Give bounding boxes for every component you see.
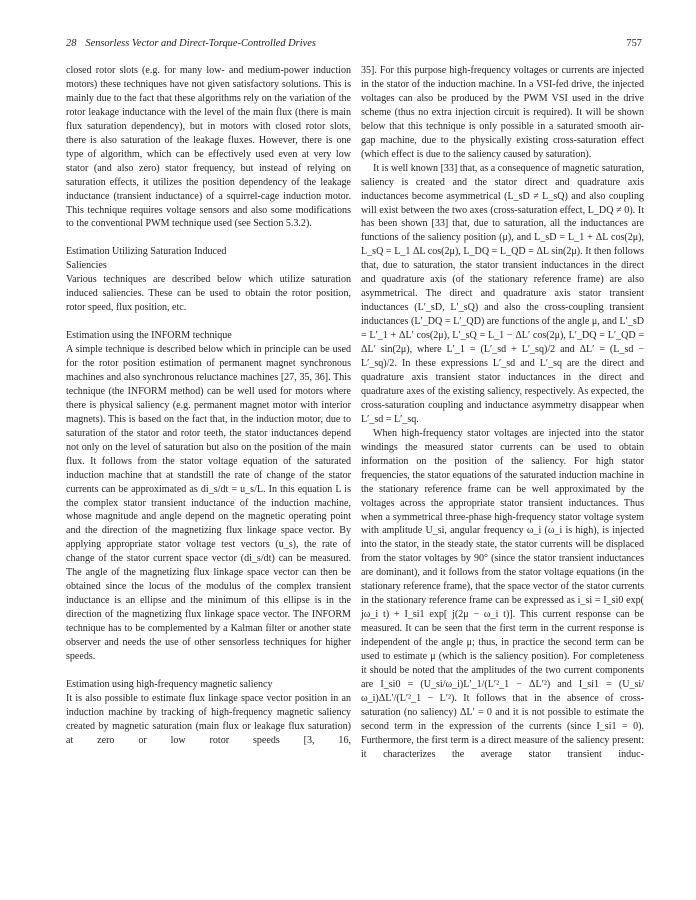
subsection-heading: Estimation using the INFORM technique xyxy=(66,330,232,342)
paragraph: Various techniques are described below which utilize saturation induced saliencies. These can be used to obtain the rotor position, rotor speed, flux position, etc. xyxy=(66,274,351,314)
paragraph: 35]. For this purpose high-frequency voltages or currents are injected in the stator of the induction machine. In a VSI-fed drive, the injected voltages can also be produced by the PWM VSI used in the drive scheme (thus no extra injection circuit is required). It will be shown below that this technique is only possible in a saturated smooth air-gap machine, due to the physically existing cross-saturation effect (which effect is due to the saliency caused by saturation). xyxy=(361,65,644,160)
left-column xyxy=(66,64,351,748)
paragraph: closed rotor slots (e.g. for many low- and medium-power induction motors) these techniques have not given satisfactory solutions. This is mainly due to the fact that these algorithms rely on the variation of the rotor leakage inductance with the level of the main flux (there is main flux saturation dependency), but in motors with closed rotor slots, there is also saturation of the leakage fluxes. However, there is one type of algorithm, which can be effectively used even at very low stator (and also zero) stator frequency, but instead of relying on saturation effects, it utilizes the position dependency of the leakage inductance (transient inductance) of a squirrel-cage induction motor. This technique requires voltage sensors and also some modifications to the conventional PWM technique used (see Section 5.3.2). xyxy=(66,65,351,230)
header-chapter xyxy=(66,38,316,49)
right-column xyxy=(361,64,644,762)
section-heading-cont: Saliencies xyxy=(66,260,107,272)
section-heading: Estimation Utilizing Saturation Induced xyxy=(66,246,227,258)
paragraph: A simple technique is described below which in principle can be used for the rotor position estimation of permanent magnet synchronous machines and also synchronous reluctance machines [27, 35, 36]. This technique (the INFORM method) can be well used for motors where there is physical saliency (e.g. permanent magnet motor with interior magnets). This is based on the fact that, in the induction motor, due to saturation of the stator and rotor teeth, the stator inductances depend not only on the level of saturation but also on the position of the main flux. It follows from the stator voltage equation of the saturated induction machine that at standstill the rate of change of the stator currents can be approximated as di_s/dt = u_s/L. In this equation L is the complex stator transient inductance of the induction machine, whose magnitude and angle depend on the magnetic operating point and the direction of the magnetizing flux linkage space vector. By applying appropriate stator voltage test vectors (u_s), the rate of change of the stator current space vector (di_s/dt) can be measured. The angle of the magnetizing flux linkage space vector can then be obtained since the locus of the modulus of the complex transient inductance is an ellipse and the minimum of this ellipse is in the direction of the magnetizing flux linkage space vector. The INFORM technique has to be complemented by a Kalman filter or another state observer and needs the use of other sensorless techniques for higher speeds. xyxy=(66,344,351,662)
paragraph: It is also possible to estimate flux linkage space vector position in an induction machine by tracking of high-frequency magnetic saliency created by magnetic saturation (main flux or leakage flux saturation) at zero or low rotor speeds [3, 16, xyxy=(66,692,351,746)
chapter-title: Sensorless Vector and Direct-Torque-Controlled Drives xyxy=(85,38,316,49)
page-number: 757 xyxy=(626,38,642,49)
chapter-number: 28 xyxy=(66,38,77,49)
paragraph: When high-frequency stator voltages are injected into the stator windings the measured stator currents can be used to obtain information on the position of the saliency. For high stator frequencies, the stator equations of the saturated induction machine in the stationary reference frame can be well approximated by the voltages across the appropriate stator transient inductances. Thus when a symmetrical three-phase high-frequency stator voltage system with amplitude U_si, angular frequency ω_i (ω_i is high), is injected into the stator, in the steady state, the stator currents will be displaced from the stator voltages by 90° (since the stator transient inductances are dominant), and it follows from the stator voltage equations (in the stationary reference frame), that the space vector of the stator currents in the stationary reference frame can be expressed as i_si = I_si0 exp( jω_i t) + I_si1 exp[ j(2μ − ω_i t)]. This current response can be measured. It can be seen that the first term in the current response is independent of the angle μ; thus, in practice the second term can be used to estimate μ (which is the saliency position). For completeness it should be noted that the amplitudes of the two current components are I_si0 = (U_si/ω_i)L′_1/(L′²_1 − ΔL′²) and I_si1 = (U_si/ω_i)ΔL′/(L′²_1 − L′²). It follows that in the absence of cross-saturation (no saliency) ΔL′ = 0 and it is not possible to estimate the second term in the expression of the currents (since I_si1 = 0). Furthermore, the first term is a direct measure of the saliency present: it characterizes the average stator transient induc- xyxy=(361,427,644,760)
running-header xyxy=(66,38,642,52)
subsection-heading: Estimation using high-frequency magnetic saliency xyxy=(66,678,273,690)
paragraph: It is well known [33] that, as a consequence of magnetic saturation, saliency is created and the stator direct and quadrature axis inductances become asymmetrical (L_sD ≠ L_sQ) and also coupling will exist between the two axes (cross-saturation effect, L_DQ ≠ 0). It has been shown [33] that, due to saturation, all the inductances are functions of the saliency position (μ), and L_sD = L_1 + ΔL cos(2μ), L_sQ = L_1 ΔL cos(2μ), L_DQ = L_QD = ΔL sin(2μ). It then follows that, due to saturation, the stator transient inductances in the direct and quadrature axis (of the stationary reference frame) are also asymmetrical. The direct and quadrature axis stator transient inductances (L′_sD, L′_sQ) and also the cross-coupling transient inductances (L′_DQ = L′_QD) are functions of the angle μ, and L′_sD = L′_1 + ΔL′ cos(2μ), L′_sQ = L_1 − ΔL′ cos(2μ), L′_DQ = L′_QD = ΔL′ sin(2μ), where L′_1 = (L′_sd + L′_sq)/2 and ΔL′ = (L_sd − L′_sq)/2. In these expressions L′_sd and L′_sq are the direct and quadrature axis transient stator inductances in the direct and quadrature axes of the existing saliency, respectively. As expected, the cross-saturation coupling and inductance asymmetry disappear when L′_sd = L′_sq. xyxy=(361,162,644,425)
